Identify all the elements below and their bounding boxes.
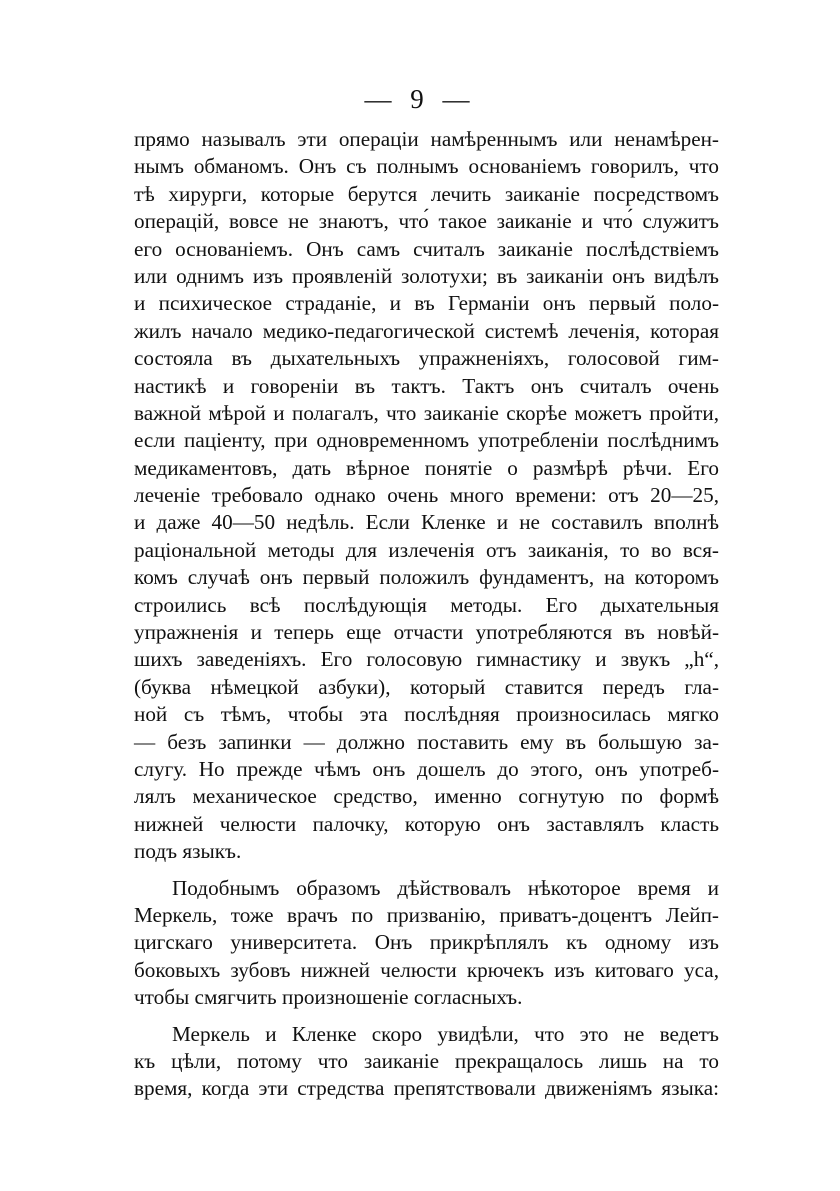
text-line: раціональной методы для излеченія отъ заиканія, то во вся- xyxy=(134,537,719,562)
text-line: медикаментовъ, дать вѣрное понятіе о размѣрѣ рѣчи. Его xyxy=(134,455,719,480)
text-line: — безъ запинки — должно поставить ему въ большую за- xyxy=(134,729,719,754)
text-line: подъ языкъ. xyxy=(134,839,242,864)
text-line: боковыхъ зубовъ нижней челюсти крючекъ изъ китоваго уса, xyxy=(134,957,719,982)
text-line: нымъ обманомъ. Онъ съ полнымъ основаніемъ говорилъ, что xyxy=(134,154,719,179)
text-line: и даже 40—50 недѣль. Если Кленке и не составилъ вполнѣ xyxy=(134,510,719,535)
paragraph-gap xyxy=(134,1012,719,1021)
text-line: упражненія и теперь еще отчасти употребляются въ новѣй- xyxy=(134,620,719,645)
page-number: — 9 — xyxy=(364,84,476,114)
text-line: время, когда эти стредства препятствовали движеніямъ языка: xyxy=(134,1076,719,1101)
text-line: состояла въ дыхательныхъ упражненіяхъ, голосовой гим- xyxy=(134,346,719,371)
text-line: ной съ тѣмъ, чтобы эта послѣдняя произносилась мягко xyxy=(134,702,719,727)
text-line: шихъ заведеніяхъ. Его голосовую гимнастику и звукъ „h“, xyxy=(134,647,719,672)
text-line: или однимъ изъ проявленій золотухи; въ заиканіи онъ видѣлъ xyxy=(134,263,719,288)
text-line: Меркель, тоже врачъ по призванію, приватъ-доцентъ Лейп- xyxy=(134,902,719,927)
paragraph-2 xyxy=(134,875,719,1012)
text-line: жилъ начало медико-педагогической системѣ леченія, которая xyxy=(134,318,719,343)
text-line: слугу. Но прежде чѣмъ онъ дошелъ до этого, онъ употреб- xyxy=(134,756,719,781)
text-line: леченіе требовало однако очень много времени: отъ 20—25, xyxy=(134,483,719,508)
text-line: (буква нѣмецкой азбуки), который ставится передъ гла- xyxy=(134,674,719,699)
text-line: цигскаго университета. Онъ прикрѣплялъ къ одному изъ xyxy=(134,930,719,955)
text-line: тѣ хирурги, которые берутся лечить заиканіе посредствомъ xyxy=(134,181,719,206)
paragraph-3 xyxy=(134,1021,719,1103)
text-line: настикѣ и говореніи въ тактъ. Тактъ онъ считалъ очень xyxy=(134,373,719,398)
text-line: если паціенту, при одновременномъ употребленіи послѣднимъ xyxy=(134,428,719,453)
text-line: къ цѣли, потому что заиканіе прекращалось лишь на то xyxy=(134,1048,719,1073)
paragraph-gap xyxy=(134,866,719,875)
text-line: Подобнымъ образомъ дѣйствовалъ нѣкоторое время и xyxy=(172,875,719,900)
paragraph-1 xyxy=(134,126,719,866)
text-line: комъ случаѣ онъ первый положилъ фундаментъ, на которомъ xyxy=(134,565,719,590)
text-line: строились всѣ послѣдующія методы. Его дыхательныя xyxy=(134,592,719,617)
text-line: важной мѣрой и полагалъ, что заиканіе скорѣе можетъ пройти, xyxy=(134,400,719,425)
text-line: нижней челюсти палочку, которую онъ заставлялъ класть xyxy=(134,811,719,836)
text-line: прямо называлъ эти операціи намѣреннымъ или ненамѣрен- xyxy=(134,127,719,151)
text-line: Меркель и Кленке скоро увидѣли, что это не ведетъ xyxy=(172,1021,719,1046)
text-line: чтобы смягчить произношеніе согласныхъ. xyxy=(134,985,523,1010)
text-line: лялъ механическое средство, именно согнутую по формѣ xyxy=(134,784,719,809)
body-text xyxy=(134,126,719,1103)
text-line: и психическое страданіе, и въ Германіи онъ первый поло- xyxy=(134,291,719,316)
text-line: операцій, вовсе не знаютъ, что́ такое заиканіе и что́ служитъ xyxy=(134,209,719,234)
text-line: его основаніемъ. Онъ самъ считалъ заиканіе послѣдствіемъ xyxy=(134,236,719,261)
